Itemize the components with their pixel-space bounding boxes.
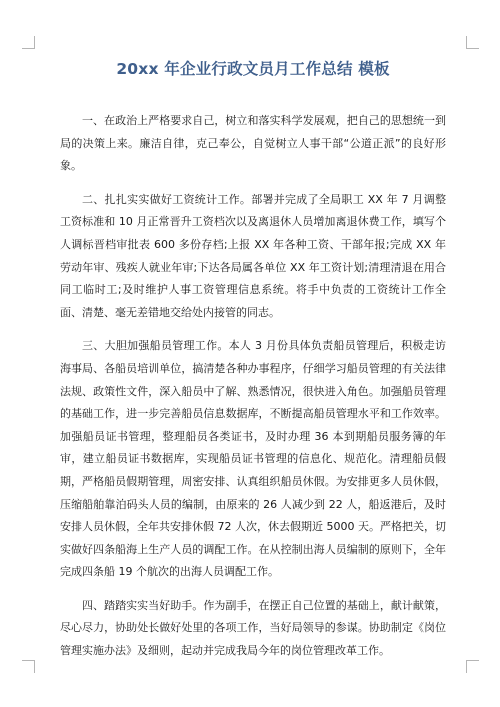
crop-mark-top-left <box>22 36 35 49</box>
paragraph-1-political: 一、在政治上严格要求自己，树立和落实科学发展观，把自己的思想统一到局的决策上来。廉洁自律，克己奉公，自觉树立人事干部“公道正派”的良好形象。 <box>60 114 446 173</box>
paragraph-4-assistant: 四、踏踏实实当好助手。作为副手，在摆正自己位置的基础上，献计献策，尽心尽力，协助处长做好处里的各项工作，当好局领导的参谋。协助制定《岗位管理实施办法》及细则，起动并完成我局今年的岗位管理改革工作。 <box>60 598 446 658</box>
crop-mark-top-right <box>466 36 479 49</box>
document-body <box>60 58 446 674</box>
crop-mark-bottom-right <box>466 660 479 673</box>
crop-mark-bottom-left <box>22 660 35 673</box>
document-title: 20xx 年企业行政文员月工作总结 模板 <box>116 60 390 78</box>
paragraph-3-crew: 三、大胆加强船员管理工作。本人 3 月份具体负责船员管理后，积极走访海事局、各船员培训单位，搞清楚各种办事程序，仔细学习船员管理的有关法律法规、政策性文件，深入船员中了解、熟悉情况，很快进入角色。加强船员管理的基础工作，进一步完善船员信息数据库，不断提高船员管理水平和工作效率。加强船员证书管理，整理船员各类证书，及时办理 36 本到期船员服务簿的年审，建立船员证书数据库，实现船员证书管理的信息化、规范化。清理船员假期，严格船员假期管理，周密安排、认真组织船员休假。为安排更多人员休假，压缩船舶靠泊码头人员的编制，由原来的 26 人减少到 22 人，船返港后，及时安排人员休假，全年共安排休假 72 人次，休去假期近 5000 天。严格把关，切实做好四条船海上生产人员的调配工作。在从控制出海人员编制的原则下，全年完成四条船 19 个航次的出海人员调配工作。 <box>60 339 446 579</box>
paragraph-2-payroll: 二、扎扎实实做好工资统计工作。部署并完成了全局职工 XX 年 7 月调整工资标准和 10 月正常晋升工资档次以及离退休人员增加离退休费工作，填写个人调标晋档审批表 600 多份存档;上报 XX 年各种工资、干部年报;完成 XX 年劳动年审、残疾人就业年审;下达各局属各单位 XX 年工资计划;清理清退在用合同工临时工;及时维护人事工资管理信息系统。将手中负责的工资统计工作全面、清楚、毫无差错地交给处内接管的同志。 <box>60 192 446 319</box>
